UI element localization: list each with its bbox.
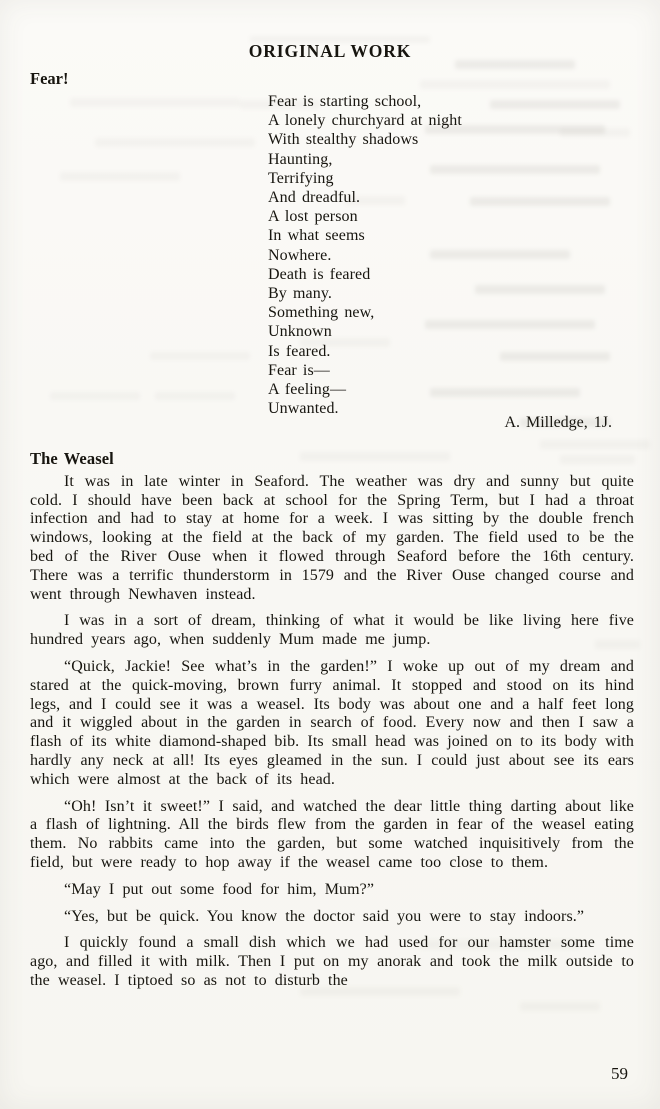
story-paragraph: “Oh! Isn’t it sweet!” I said, and watched the dear little thing darting about like a flash of lightning. All the birds flew from the garden in fear of the weasel eating them. No rabbits came into the garden, but some watched inquisitively from the field, but were ready to hop away if the weasel came too close to them. — [30, 797, 634, 871]
bleed-through-artifact — [60, 172, 180, 181]
poem-line: Haunting, — [268, 150, 333, 168]
poem-line: Terrifying — [268, 169, 334, 187]
bleed-through-artifact — [500, 352, 610, 361]
bleed-through-artifact — [70, 98, 240, 107]
bleed-through-artifact — [475, 285, 605, 294]
bleed-through-artifact — [150, 352, 250, 360]
story-paragraph: “Yes, but be quick. You know the doctor said you were to stay indoors.” — [64, 907, 585, 925]
page-number: 59 — [611, 1064, 628, 1083]
story-paragraph: I was in a sort of dream, thinking of what it would be like living here five hundred years ago, when suddenly Mum made me jump. — [30, 612, 634, 649]
poem-line: A lost person — [268, 208, 358, 226]
story-paragraphs — [30, 473, 634, 991]
poem-line: Something new, — [268, 304, 375, 322]
bleed-through-artifact — [560, 128, 630, 137]
poem-line: Death is feared — [268, 265, 371, 283]
poem-line: A feeling— — [268, 381, 347, 399]
bleed-through-artifact — [50, 392, 140, 400]
story-title: The Weasel — [30, 449, 114, 468]
poem-attribution: A. Milledge, 1J. — [504, 414, 612, 431]
poem-line: By many. — [268, 285, 332, 303]
story-paragraph: I quickly found a small dish which we had used for our hamster some time ago, and filled it with milk. Then I put on my anorak and took the milk outside to the weasel. I tiptoed so as not to disturb the — [30, 934, 634, 989]
poem-body — [268, 92, 462, 418]
poem-line: Unwanted. — [268, 400, 339, 418]
page-title: ORIGINAL WORK — [248, 41, 412, 61]
story-paragraph: “Quick, Jackie! See what’s in the garden!” I woke up out of my dream and stared at the quick-moving, brown furry animal. It stopped and stood on its hind legs, and I could see it was a weasel. Its body was about one and a half feet long and it wiggled about in the garden in search of food. Every now and then I saw a flash of its white diamond-shaped bib. Its small head was joined on to its body with hardly any neck at all! Its eyes gleamed in the sun. I could just about see its ears which were almost at the back of its head. — [30, 657, 634, 788]
poem-line: A lonely churchyard at night — [268, 112, 462, 130]
bleed-through-artifact — [520, 1002, 600, 1011]
poem-line: Unknown — [268, 323, 332, 341]
story-paragraph: “May I put out some food for him, Mum?” — [64, 880, 375, 898]
poem-line: In what seems — [268, 227, 365, 245]
poem-line: Nowhere. — [268, 246, 332, 264]
poem-line: With stealthy shadows — [268, 131, 419, 149]
poem-line: And dreadful. — [268, 189, 361, 207]
story-paragraph: It was in late winter in Seaford. The weather was dry and sunny but quite cold. I should have been back at school for the Spring Term, but I had a throat infection and had to stay at home for a week. I was sitting by the double french windows, looking at the field at the back of my garden. The field used to be the bed of the River Ouse when it flowed through Seaford before the 16th century. There was a terrific thunderstorm in 1579 and the River Ouse changed course and went through Newhaven instead. — [30, 472, 634, 603]
story-section — [30, 450, 634, 999]
poem-line: Is feared. — [268, 342, 331, 360]
bleed-through-artifact — [470, 197, 610, 206]
bleed-through-artifact — [490, 100, 620, 109]
poem-line: Fear is— — [268, 361, 330, 379]
bleed-through-artifact — [420, 80, 610, 89]
poem-title: Fear! — [30, 69, 69, 88]
poem-line: Fear is starting school, — [268, 93, 422, 110]
bleed-through-artifact — [95, 138, 255, 147]
bleed-through-artifact — [155, 392, 235, 400]
bleed-through-artifact — [540, 440, 650, 449]
